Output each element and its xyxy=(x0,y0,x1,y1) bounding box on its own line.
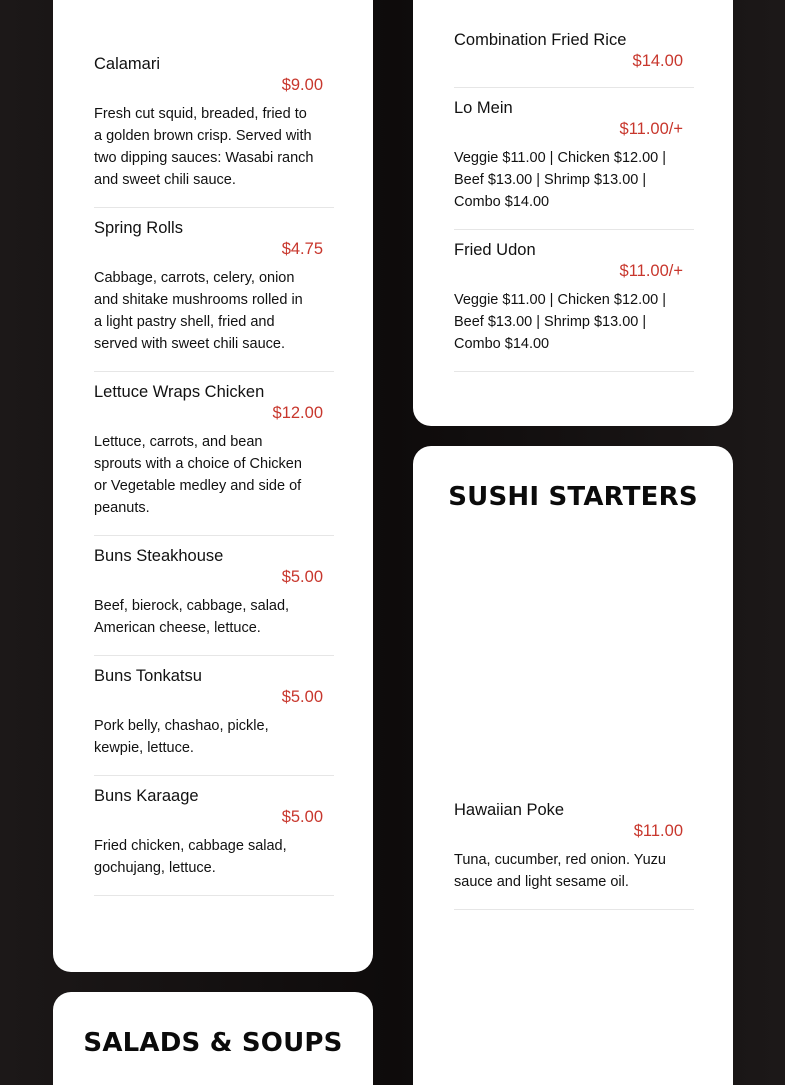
item-description: Tuna, cucumber, red onion. Yuzu sauce and light sesame oil. xyxy=(454,852,666,890)
item-price: $5.00 xyxy=(281,568,323,586)
item-price: $5.00 xyxy=(281,808,323,826)
item-name: Buns Steakhouse xyxy=(94,547,224,565)
sushi-list xyxy=(454,790,694,910)
appetizers-card xyxy=(53,0,373,972)
noodles-list xyxy=(454,20,694,372)
sushi-starters-card xyxy=(413,446,733,1085)
item-description: Fried chicken, cabbage salad, gochujang, lettuce. xyxy=(94,838,287,876)
item-price: $4.75 xyxy=(281,240,323,258)
menu-item xyxy=(454,790,694,910)
item-name: Spring Rolls xyxy=(94,219,183,237)
item-name: Buns Tonkatsu xyxy=(94,667,202,685)
menu-item xyxy=(454,20,694,88)
menu-item xyxy=(454,230,694,372)
menu-item xyxy=(94,656,334,776)
appetizers-list xyxy=(94,44,334,896)
item-price: $11.00 xyxy=(633,822,683,840)
item-description: Fresh cut squid, breaded, fried to a golden brown crisp. Served with two dipping sauces: Wasabi ranch and sweet chili sauce. xyxy=(94,106,314,188)
menu-item xyxy=(94,536,334,656)
menu-item xyxy=(94,44,334,208)
item-name: Fried Udon xyxy=(454,241,536,259)
item-name: Calamari xyxy=(94,55,161,73)
item-name: Lettuce Wraps Chicken xyxy=(94,383,265,401)
item-description: Cabbage, carrots, celery, onion and shitake mushrooms rolled in a light pastry shell, fried and served with sweet chili sauce. xyxy=(94,270,303,352)
item-name: Hawaiian Poke xyxy=(454,801,565,819)
item-name: Buns Karaage xyxy=(94,787,199,805)
menu-item xyxy=(94,372,334,536)
item-price: $5.00 xyxy=(281,688,323,706)
item-description: Lettuce, carrots, and bean sprouts with a choice of Chicken or Vegetable medley and side of peanuts. xyxy=(94,434,302,516)
salads-soups-card xyxy=(53,992,373,1085)
item-description: Beef, bierock, cabbage, salad, American cheese, lettuce. xyxy=(94,598,290,636)
section-title: SUSHI STARTERS xyxy=(448,482,698,512)
item-name: Combination Fried Rice xyxy=(454,31,627,49)
item-description: Pork belly, chashao, pickle, kewpie, lettuce. xyxy=(94,718,269,756)
item-price: $11.00/+ xyxy=(619,120,683,138)
menu-item xyxy=(94,776,334,896)
menu-item xyxy=(454,88,694,230)
section-title: SALADS & SOUPS xyxy=(83,1028,343,1058)
noodles-rice-card xyxy=(413,0,733,426)
item-price: $14.00 xyxy=(632,52,683,70)
item-name: Lo Mein xyxy=(454,99,513,117)
menu-item xyxy=(94,208,334,372)
item-price: $9.00 xyxy=(281,76,323,94)
item-price: $11.00/+ xyxy=(619,262,683,280)
item-description: Veggie $11.00 | Chicken $12.00 | Beef $13.00 | Shrimp $13.00 | Combo $14.00 xyxy=(454,292,667,352)
item-description: Veggie $11.00 | Chicken $12.00 | Beef $13.00 | Shrimp $13.00 | Combo $14.00 xyxy=(454,150,667,210)
item-price: $12.00 xyxy=(272,404,323,422)
